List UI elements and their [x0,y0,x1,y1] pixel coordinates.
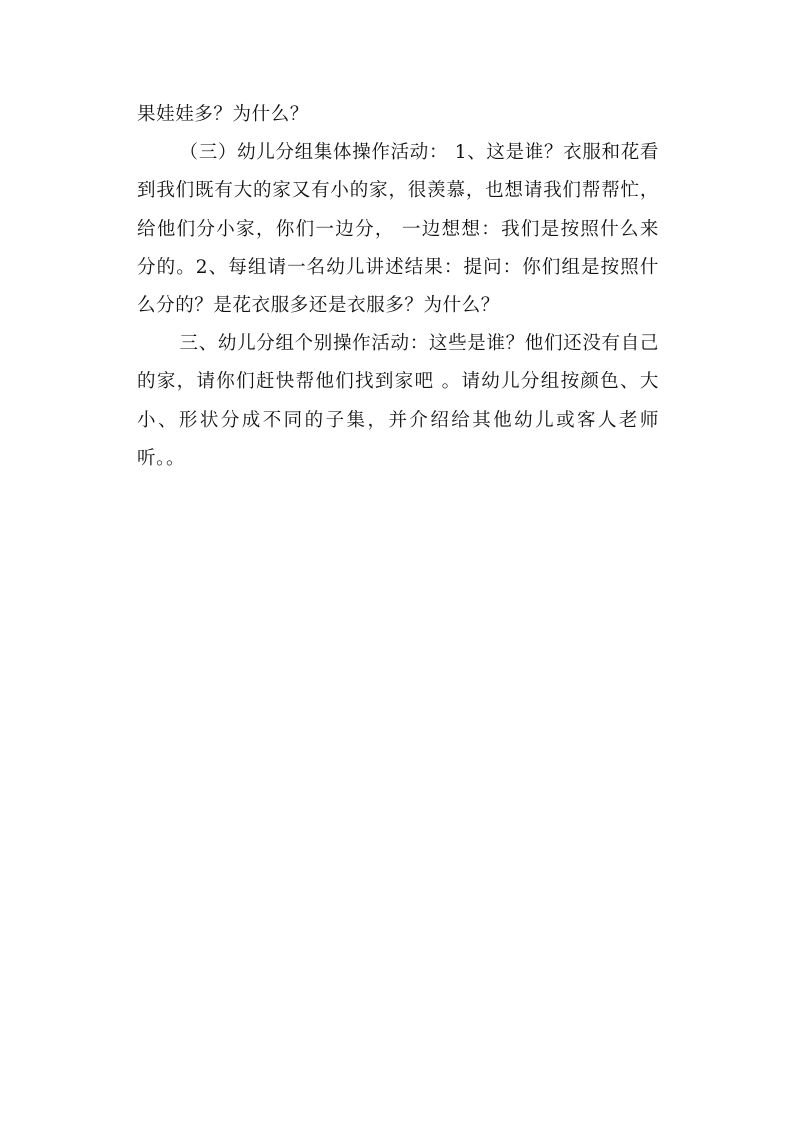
paragraph-continuation: 果娃娃多？为什么？ [137,104,309,125]
paragraph-individual-activity: 三、幼儿分组个别操作活动：这些是谁？他们还没有自己的家，请你们赶快帮他们找到家吧 。请幼儿分组按颜色、大小、形状分成不同的子集，并介绍给其他幼儿或客人老师听。。 [137,333,659,469]
document-body [137,96,659,478]
paragraph-group-activity: （三）幼儿分组集体操作活动： 1、这是谁？衣服和花看到我们既有大的家又有小的家，很羡慕，也想请我们帮帮忙，给他们分小家，你们一边分， 一边想想：我们是按照什么来分的。2、每组请一名幼儿讲述结果：提问：你们组是按照什么分的？是花衣服多还是衣服多？为什么？ [137,142,659,317]
